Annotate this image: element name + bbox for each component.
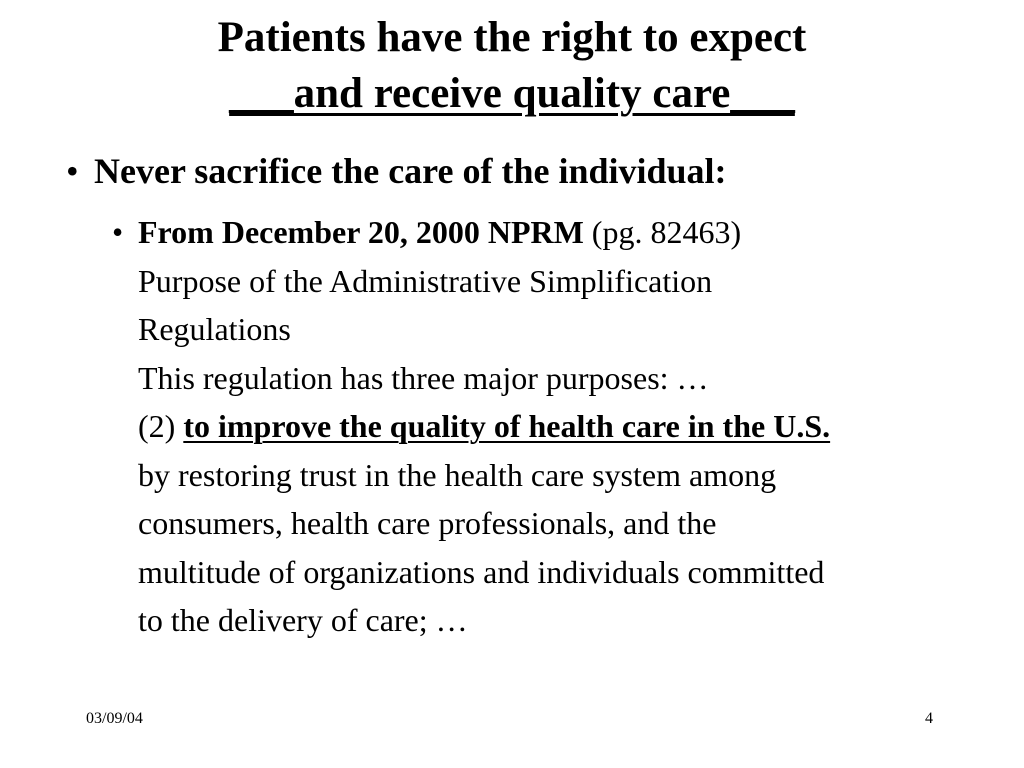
purpose-line	[138, 402, 1018, 451]
text-line: Purpose of the Administrative Simplification	[138, 262, 713, 299]
bullet-level-1-text: Never sacrifice the care of the individual:	[94, 151, 727, 191]
source-page-ref: (pg. 82463)	[583, 214, 742, 250]
purpose-emphasis: to improve the quality of health care in the U.S.	[183, 408, 831, 444]
text-line: consumers, health care professionals, and the	[138, 505, 717, 541]
bullet-dot-icon: •	[66, 151, 79, 191]
text-line: This regulation has three major purposes: …	[138, 359, 709, 396]
title-line-2: ___and receive quality care___	[229, 70, 795, 117]
text-line: by restoring trust in the health care system among	[138, 456, 777, 493]
title-line-1: Patients have the right to expect	[217, 14, 807, 61]
slide-title	[0, 10, 1024, 122]
bullet-dot-icon: •	[112, 214, 124, 250]
text-line: Regulations	[138, 311, 291, 347]
source-line	[138, 208, 1018, 257]
purpose-number: (2)	[138, 408, 184, 444]
footer-date: 03/09/04	[86, 710, 143, 727]
bullet-level-2-body	[138, 208, 1018, 645]
text-line: to the delivery of care; …	[138, 602, 468, 638]
source-citation: From December 20, 2000 NPRM	[138, 214, 584, 250]
bullet-level-1	[66, 148, 727, 194]
footer-page-number: 4	[925, 710, 933, 727]
text-line: multitude of organizations and individuals committed	[138, 553, 825, 590]
